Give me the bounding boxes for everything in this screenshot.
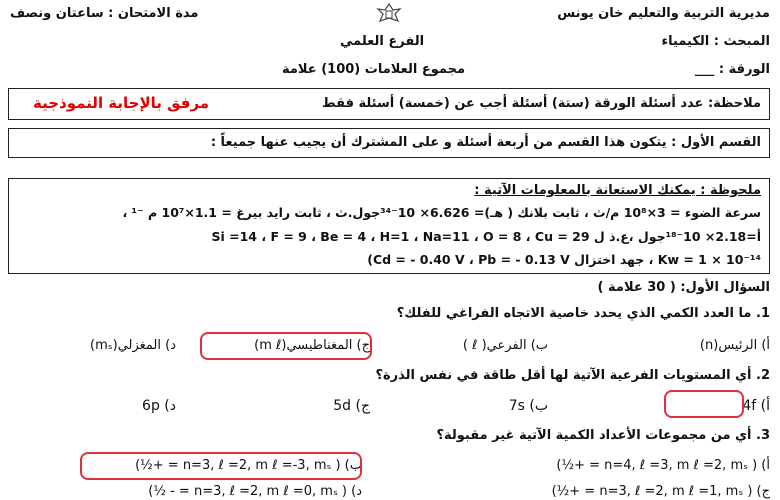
info-line-1: سرعة الضوء = 3×10⁸ م/ث ، ثابت بلانك ( هـ)= 6.626× 10⁻³⁴جول.ث ، ثابت رايد بيرغ = 1.1×10⁷ م ⁻¹ ، xyxy=(122,205,761,220)
option-c: ج) المغناطيسي(m ℓ) xyxy=(254,338,370,353)
branch: الفرع العلمي xyxy=(340,34,425,49)
option-d: د) ( n=3, ℓ =2, m ℓ =0, mₛ = - ½) xyxy=(148,484,362,499)
option-b: ب) 7s xyxy=(508,398,548,414)
paper-number: الورقة : ___ xyxy=(694,62,770,77)
question-number: 1. xyxy=(756,306,770,321)
question-text: ما العدد الكمي الذي يحدد خاصية الاتجاه الفراغي للفلك؟ xyxy=(396,306,752,321)
option-b: ب) الفرعي( ℓ ) xyxy=(462,338,548,353)
info-line-3: Kw = 1 × 10⁻¹⁴ ، جهد اختزال Cd = - 0.40 V ، Pb = - 0.13 V) xyxy=(367,252,761,267)
palestine-emblem-icon xyxy=(376,2,402,28)
section-one-box xyxy=(8,128,770,158)
answer-mark-circle xyxy=(200,332,372,360)
question-1-3 xyxy=(436,428,770,443)
exam-duration: مدة الامتحان : ساعتان ونصف xyxy=(10,6,199,21)
info-line-2: أ=2.18× 10⁻¹⁸جول ،ع.ذ ل Si =14 ، F = 9 ، Be = 4 ، H=1 ، Na=11 ، O = 8 ، Cu = 29 xyxy=(211,229,761,244)
question-number: 2. xyxy=(756,368,770,383)
note-box xyxy=(8,88,770,120)
option-a: أ) الرئيس(n) xyxy=(699,338,770,353)
option-d: د) المغزلي(mₛ) xyxy=(90,338,176,353)
question-one-title: السؤال الأول: ( 30 علامة ) xyxy=(597,280,770,295)
option-d: د) 6p xyxy=(142,398,176,414)
option-c: ج) 5d xyxy=(333,398,370,414)
info-box xyxy=(8,178,770,274)
option-a: أ) ( n=4, ℓ =3, m ℓ =2, mₛ = +½) xyxy=(556,458,770,473)
question-text: أي المستويات الفرعية الآتية لها أقل طاقة في نفس الذرة؟ xyxy=(375,368,752,383)
subject: المبحث : الكيمياء xyxy=(661,34,770,49)
directorate: مديرية التربية والتعليم خان يونس xyxy=(557,6,770,21)
question-1-2 xyxy=(375,368,770,383)
info-title: ملحوظة : يمكنك الاستعانة بالمعلومات الآتية : xyxy=(474,183,761,198)
total-marks: مجموع العلامات (100) علامة xyxy=(282,62,465,77)
question-text: أي من مجموعات الأعداد الكمية الآتية غير مقبولة؟ xyxy=(436,428,752,443)
option-c: ج) ( n=3, ℓ =2, m ℓ =1, mₛ = +½) xyxy=(551,484,770,499)
answer-mark-circle xyxy=(664,390,744,418)
note-text: ملاحظة: عدد أسئلة الورقة (ستة) أسئلة أجب عن (خمسة) أسئلة فقط xyxy=(322,96,761,111)
option-b: ب) ( n=3, ℓ =2, m ℓ =-3, mₛ = +½) xyxy=(135,458,362,473)
model-answer-label: مرفق بالإجابة النموذجية xyxy=(33,94,210,112)
question-1-1 xyxy=(397,306,770,321)
answer-mark-circle xyxy=(80,452,362,480)
section-one-text: القسم الأول : يتكون هذا القسم من أربعة أسئلة و على المشترك أن يجيب عنها جميعاً : xyxy=(210,135,761,150)
option-a: أ) 4f xyxy=(742,398,770,414)
question-number: 3. xyxy=(756,428,770,443)
